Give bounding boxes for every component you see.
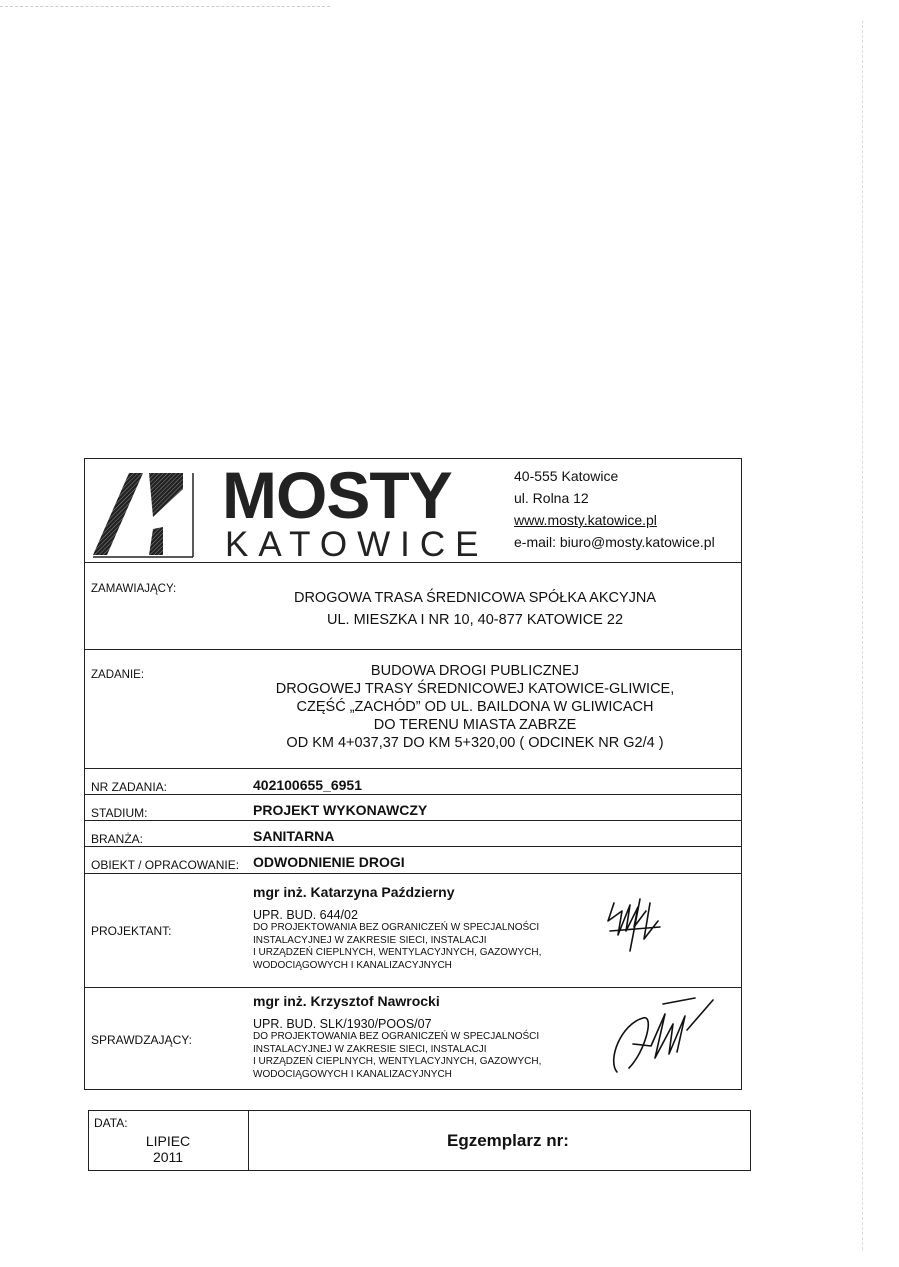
designer-scope-line: INSTALACYJNEJ W ZAKRESIE SIECI, INSTALACJI xyxy=(253,934,487,946)
title-block xyxy=(84,458,742,1090)
designer-label: PROJEKTANT: xyxy=(91,924,172,938)
task-number-value: 402100655_6951 xyxy=(253,777,363,793)
task-line: OD KM 4+037,37 DO KM 5+320,00 ( ODCINEK NR G2/4 ) xyxy=(286,735,664,751)
discipline-label: BRANŻA: xyxy=(91,832,144,846)
task-block xyxy=(235,662,715,752)
checker-block xyxy=(253,993,613,1081)
email-address: e-mail: biuro@mosty.katowice.pl xyxy=(514,534,715,550)
address-line: ul. Rolna 12 xyxy=(514,490,589,506)
checker-signature xyxy=(603,994,723,1084)
logo-sub-text: KATOWICE xyxy=(225,525,489,564)
designer-block xyxy=(253,884,613,972)
checker-scope-line: INSTALACYJNEJ W ZAKRESIE SIECI, INSTALACJI xyxy=(253,1043,487,1055)
date-box xyxy=(88,1110,751,1171)
designer-scope-line: I URZĄDZEŃ CIEPLNYCH, WENTYLACYJNYCH, GAZOWYCH, xyxy=(253,947,542,958)
checker-scope-line: I URZĄDZEŃ CIEPLNYCH, WENTYLACYJNYCH, GAZOWYCH, xyxy=(253,1056,542,1067)
task-label: ZADANIE: xyxy=(91,669,145,681)
client-label: ZAMAWIAJĄCY: xyxy=(91,583,177,595)
client-block xyxy=(245,587,705,631)
designer-name: mgr inż. Katarzyna Październy xyxy=(253,884,455,900)
logo-main-text: MOSTY xyxy=(222,458,452,532)
stage-value: PROJEKT WYKONAWCZY xyxy=(253,802,428,818)
designer-scope-line: DO PROJEKTOWANIA BEZ OGRANICZEŃ W SPECJALNOŚCI xyxy=(253,922,540,933)
stage-label: STADIUM: xyxy=(91,806,148,820)
date-month: LIPIEC xyxy=(145,1133,191,1149)
checker-license: UPR. BUD. SLK/1930/POOS/07 xyxy=(253,1017,432,1031)
date-label: DATA: xyxy=(94,1116,128,1130)
client-line: DROGOWA TRASA ŚREDNICOWA SPÓŁKA AKCYJNA xyxy=(293,590,657,606)
company-address xyxy=(514,465,715,553)
designer-signature xyxy=(600,891,680,964)
website-link[interactable]: www.mosty.katowice.pl xyxy=(514,512,657,528)
object-label: OBIEKT / OPRACOWANIE: xyxy=(91,858,240,872)
checker-label: SPRAWDZAJĄCY: xyxy=(91,1033,192,1047)
checker-scope-line: DO PROJEKTOWANIA BEZ OGRANICZEŃ W SPECJALNOŚCI xyxy=(253,1031,540,1042)
discipline-value: SANITARNA xyxy=(253,828,335,844)
date-year: 2011 xyxy=(152,1149,184,1165)
company-logo xyxy=(91,469,201,559)
designer-scope-line: WODOCIĄGOWYCH I KANALIZACYJNYCH xyxy=(253,959,452,971)
checker-name: mgr inż. Krzysztof Nawrocki xyxy=(253,993,440,1009)
task-line: DO TERENU MIASTA ZABRZE xyxy=(373,717,577,733)
copy-number-label: Egzemplarz nr: xyxy=(447,1131,569,1150)
task-number-label: NR ZADANIA: xyxy=(91,780,168,794)
checker-scope-line: WODOCIĄGOWYCH I KANALIZACYJNYCH xyxy=(253,1068,452,1080)
task-line: CZĘŚĆ „ZACHÓD” OD UL. BAILDONA W GLIWICACH xyxy=(296,699,654,715)
scan-edge-top xyxy=(0,6,330,7)
object-value: ODWODNIENIE DROGI xyxy=(253,854,405,870)
date-value xyxy=(125,1133,211,1165)
address-line: 40-555 Katowice xyxy=(514,468,619,484)
task-line: BUDOWA DROGI PUBLICZNEJ xyxy=(370,663,580,679)
designer-license: UPR. BUD. 644/02 xyxy=(253,908,358,922)
client-line: UL. MIESZKA I NR 10, 40-877 KATOWICE 22 xyxy=(326,612,624,628)
task-line: DROGOWEJ TRASY ŚREDNICOWEJ KATOWICE-GLIWICE, xyxy=(275,681,675,697)
scan-edge-right xyxy=(862,20,863,1250)
